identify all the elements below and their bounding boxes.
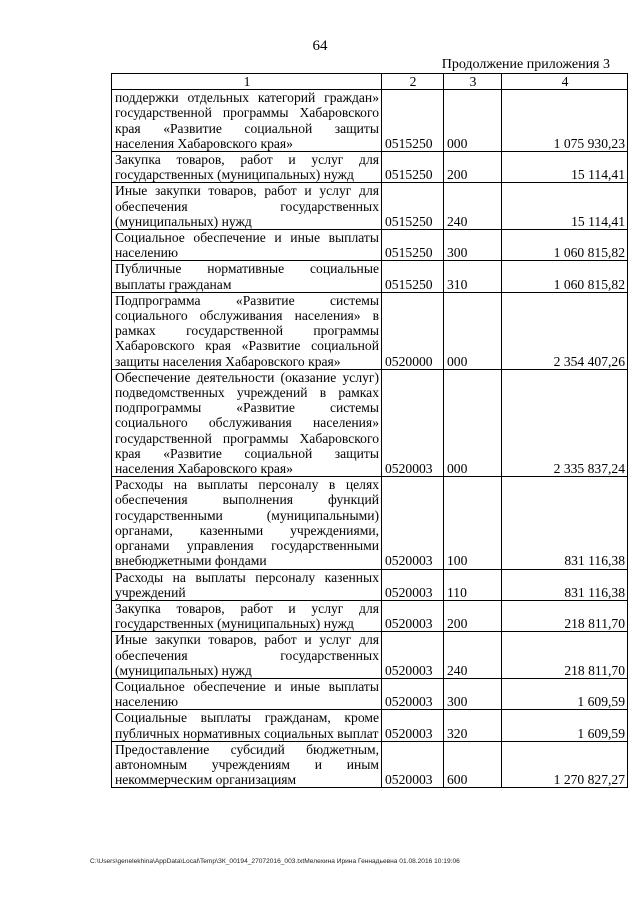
row-name: Расходы на выплаты персоналу казенных учреждений [112, 569, 382, 600]
row-amount: 1 270 827,27 [502, 741, 628, 788]
row-amount: 2 335 837,24 [502, 369, 628, 476]
row-amount: 831 116,38 [502, 477, 628, 569]
row-code: 0520003 [382, 477, 444, 569]
footer-file-path: C:\Users\genelekhina\AppData\Local\Temp\ЗК_00194_27072016_003.txtМелехина Ирина Геннадьевна 01.08.2016 10:19:06 [90, 858, 460, 865]
table-row [112, 292, 628, 369]
continuation-note: Продолжение приложения 3 [441, 57, 610, 72]
row-code: 0520003 [382, 569, 444, 600]
header-col-4: 4 [502, 74, 628, 90]
row-amount: 218 811,70 [502, 600, 628, 631]
header-col-2: 2 [382, 74, 444, 90]
row-name: Социальное обеспечение и иные выплаты населению [112, 230, 382, 261]
row-code: 0520003 [382, 600, 444, 631]
row-name: Социальное обеспечение и иные выплаты населению [112, 678, 382, 709]
row-code: 0515250 [382, 261, 444, 292]
row-amount: 15 114,41 [502, 183, 628, 230]
table-row [112, 230, 628, 261]
header-row [112, 74, 628, 90]
row-expense-type: 200 [444, 600, 502, 631]
row-expense-type: 240 [444, 632, 502, 679]
row-expense-type: 240 [444, 183, 502, 230]
row-name: Закупка товаров, работ и услуг для государственных (муниципальных) нужд [112, 152, 382, 183]
table-row [112, 710, 628, 741]
table-row [112, 90, 628, 152]
row-code: 0520003 [382, 678, 444, 709]
header-col-1: 1 [112, 74, 382, 90]
table-row [112, 261, 628, 292]
table-row [112, 477, 628, 569]
table-row [112, 678, 628, 709]
row-code: 0515250 [382, 183, 444, 230]
row-name: Расходы на выплаты персоналу в целях обеспечения выполнения функций государственными (муниципальными) органами, казенными учреждениями, органами управления государственными внебюджетными фондами [112, 477, 382, 569]
row-code: 0520003 [382, 369, 444, 476]
row-expense-type: 310 [444, 261, 502, 292]
row-amount: 218 811,70 [502, 632, 628, 679]
row-code: 0515250 [382, 90, 444, 152]
row-name: Иные закупки товаров, работ и услуг для обеспечения государственных (муниципальных) нужд [112, 183, 382, 230]
row-expense-type: 110 [444, 569, 502, 600]
table-row [112, 152, 628, 183]
row-amount: 831 116,38 [502, 569, 628, 600]
row-amount: 1 075 930,23 [502, 90, 628, 152]
row-amount: 1 060 815,82 [502, 261, 628, 292]
row-expense-type: 600 [444, 741, 502, 788]
row-name: Иные закупки товаров, работ и услуг для обеспечения государственных (муниципальных) нужд [112, 632, 382, 679]
row-expense-type: 200 [444, 152, 502, 183]
row-name: Обеспечение деятельности (оказание услуг) подведомственных учреждений в рамках подпрограммы «Развитие системы социального обслуживания населения» государственной программы Хабаровского края «Развитие социальной защиты населения Хабаровского края» [112, 369, 382, 476]
row-name: Предоставление субсидий бюджетным, автономным учреждениям и иным некоммерческим организациям [112, 741, 382, 788]
row-name: поддержки отдельных категорий граждан» государственной программы Хабаровского края «Развитие социальной защиты населения Хабаровского края» [112, 90, 382, 152]
row-expense-type: 000 [444, 369, 502, 476]
row-code: 0520000 [382, 292, 444, 369]
row-code: 0515250 [382, 152, 444, 183]
row-code: 0520003 [382, 710, 444, 741]
header-col-3: 3 [444, 74, 502, 90]
table-row [112, 632, 628, 679]
row-code: 0515250 [382, 230, 444, 261]
row-amount: 1 609,59 [502, 710, 628, 741]
row-code: 0520003 [382, 741, 444, 788]
row-expense-type: 000 [444, 292, 502, 369]
row-name: Публичные нормативные социальные выплаты гражданам [112, 261, 382, 292]
row-expense-type: 300 [444, 678, 502, 709]
row-expense-type: 320 [444, 710, 502, 741]
row-expense-type: 100 [444, 477, 502, 569]
page-number: 64 [312, 38, 328, 54]
row-amount: 15 114,41 [502, 152, 628, 183]
row-expense-type: 300 [444, 230, 502, 261]
budget-table [111, 73, 628, 788]
row-name: Социальные выплаты гражданам, кроме публичных нормативных социальных выплат [112, 710, 382, 741]
table-row [112, 369, 628, 476]
row-amount: 1 609,59 [502, 678, 628, 709]
row-name: Закупка товаров, работ и услуг для государственных (муниципальных) нужд [112, 600, 382, 631]
table-row [112, 569, 628, 600]
table-row [112, 183, 628, 230]
row-expense-type: 000 [444, 90, 502, 152]
row-amount: 2 354 407,26 [502, 292, 628, 369]
row-name: Подпрограмма «Развитие системы социального обслуживания населения» в рамках государственной программы Хабаровского края «Развитие социальной защиты населения Хабаровского края» [112, 292, 382, 369]
row-code: 0520003 [382, 632, 444, 679]
table-row [112, 741, 628, 788]
table-row [112, 600, 628, 631]
row-amount: 1 060 815,82 [502, 230, 628, 261]
